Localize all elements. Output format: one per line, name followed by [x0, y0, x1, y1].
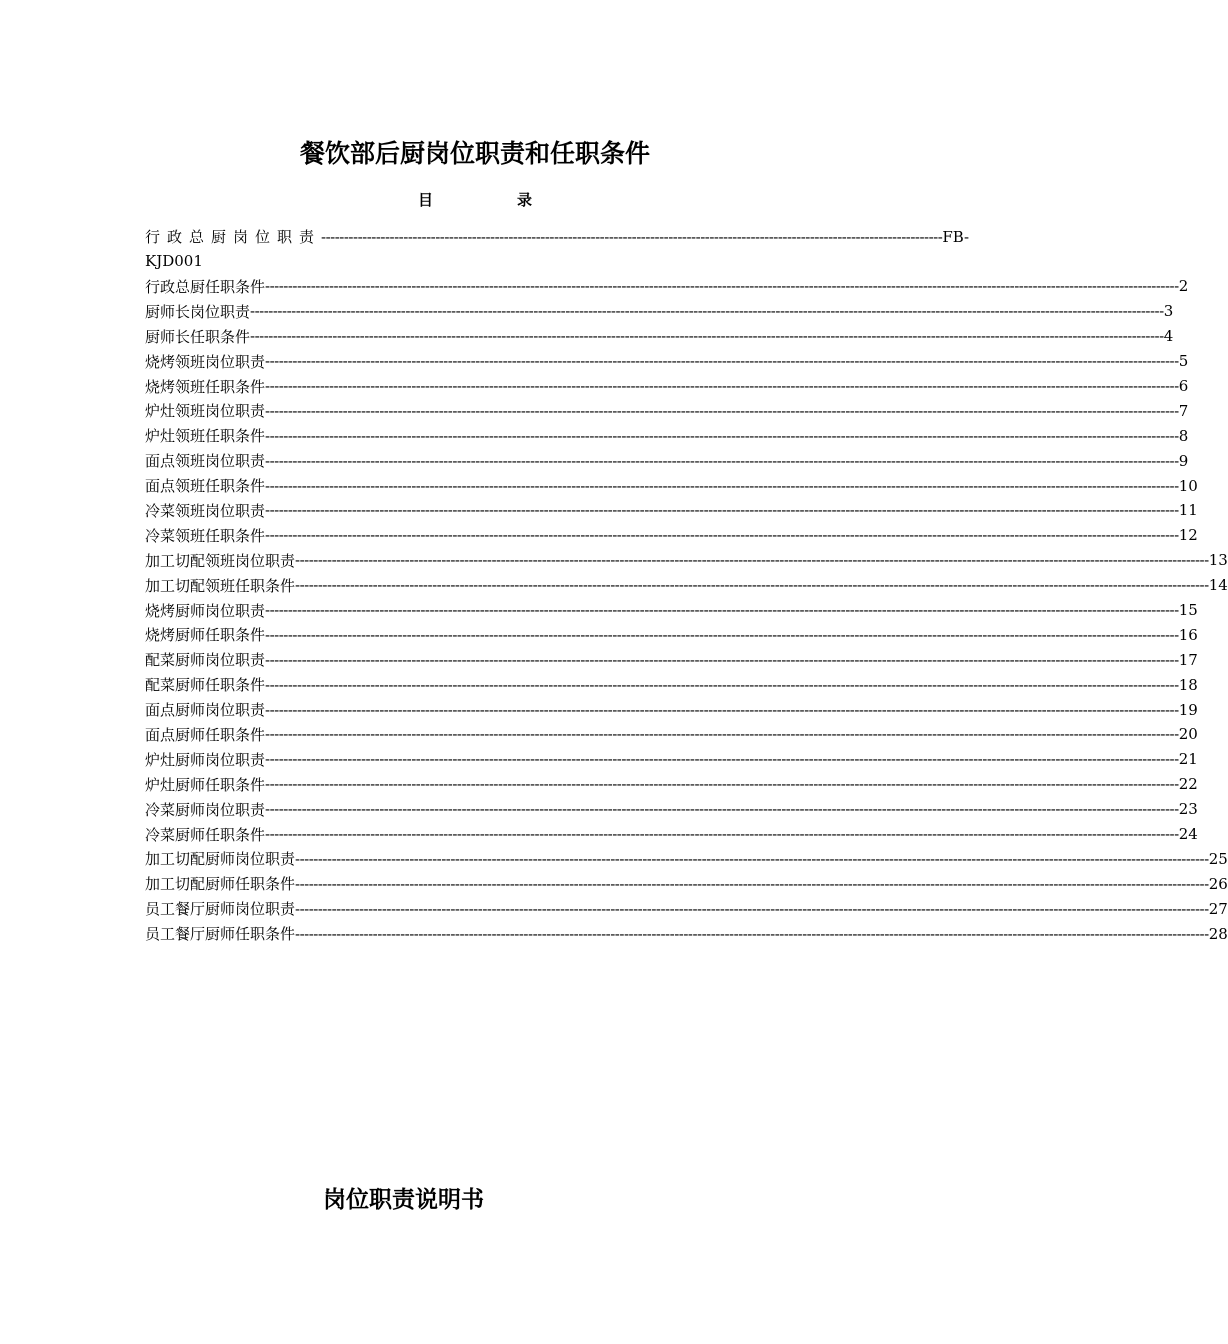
toc-entry-label: 厨师长任职条件: [145, 327, 251, 346]
toc-entry[interactable]: [145, 722, 1198, 747]
toc-entry-page: 9: [1178, 451, 1189, 470]
toc-entry[interactable]: [145, 598, 1198, 623]
toc-entry-page: 13: [1208, 551, 1228, 570]
toc-leader-dots: --------------------------------------------------------------------------------------------------------------------------------------------------------------------------------------------------------: [265, 352, 1179, 371]
toc-entry[interactable]: [145, 797, 1198, 822]
toc-heading-right: 录: [517, 191, 533, 209]
section-title: 岗位职责说明书: [323, 1187, 484, 1213]
toc-entry[interactable]: [145, 622, 1198, 647]
toc-entry-label: 面点领班任职条件: [145, 477, 266, 496]
toc-entry-label: 冷菜领班任职条件: [145, 526, 266, 545]
toc-entry[interactable]: [145, 921, 1228, 946]
toc-entry-label: 炉灶厨师岗位职责: [145, 750, 266, 769]
toc-entry-label: 冷菜领班岗位职责: [145, 501, 266, 520]
toc-entry-label: 配菜厨师任职条件: [145, 676, 266, 695]
toc-entry-page: 5: [1178, 352, 1189, 371]
table-of-contents: [145, 224, 1228, 946]
toc-entry[interactable]: [145, 374, 1189, 399]
toc-leader-dots: --------------------------------------------------------------------------------------------------------------------------------------------------------------------------------------------------------: [265, 476, 1179, 495]
toc-entry-page: 25: [1208, 849, 1228, 868]
toc-entry[interactable]: [145, 846, 1228, 871]
toc-entry-label: 员工餐厅厨师任职条件: [145, 925, 296, 944]
toc-heading: [0, 189, 950, 210]
toc-leader-dots: --------------------------------------------------------------------------------------------------------------------------------------------------------------------------------------------------------: [265, 825, 1179, 844]
toc-entry-label: 加工切配厨师岗位职责: [145, 850, 296, 869]
toc-entry-page: 28: [1208, 924, 1228, 943]
toc-entry-label: 员工餐厅厨师岗位职责: [145, 900, 296, 919]
toc-leader-dots: --------------------------------------------------------------------------------------------------------------------------------------------------------------------------------------------------------: [265, 800, 1179, 819]
toc-entry-page: 10: [1178, 476, 1198, 495]
toc-entry[interactable]: [145, 647, 1198, 672]
toc-heading-left: 目: [417, 191, 433, 209]
toc-entry-page: 26: [1208, 874, 1228, 893]
toc-entry[interactable]: [145, 398, 1189, 423]
toc-entry-page: 8: [1178, 426, 1189, 445]
toc-entry[interactable]: [145, 772, 1198, 797]
toc-entry[interactable]: [145, 672, 1198, 697]
toc-leader-dots: --------------------------------------------------------------------------------------------------------------------------------------------------------------------------------------------------------: [265, 700, 1179, 719]
toc-entry-page: FB-: [942, 227, 970, 246]
toc-entry-page-continued: KJD001: [145, 252, 203, 270]
toc-entry[interactable]: [145, 747, 1198, 772]
toc-entry-label: 炉灶厨师任职条件: [145, 775, 266, 794]
toc-entry[interactable]: [145, 423, 1189, 448]
toc-leader-dots: --------------------------------------------------------------------------------------------------------------------------------------------------------------------------------------------------------: [295, 924, 1209, 943]
document-title: 餐饮部后厨岗位职责和任职条件: [299, 139, 650, 168]
toc-leader-dots: --------------------------------------------------------------------------------------------------------------------------------------------------------------------------------------------------------: [250, 302, 1164, 321]
toc-entry-label: 烧烤厨师任职条件: [145, 626, 266, 645]
toc-entry-page: 18: [1178, 675, 1198, 694]
toc-leader-dots: --------------------------------------------------------------------------------------------------------------------------------------------------------------------------------------------------------: [265, 775, 1179, 794]
toc-entry[interactable]: [145, 896, 1228, 921]
toc-leader-dots: --------------------------------------------------------------------------------------------------------------------------------------------------------------------------------------------------------: [265, 750, 1179, 769]
toc-leader-dots: --------------------------------------------------------------------------------------------------------------------------------------------------------------------------------------------------------: [295, 576, 1209, 595]
toc-entry-label: 面点厨师任职条件: [145, 725, 266, 744]
toc-entry-page: 17: [1178, 650, 1198, 669]
toc-entry-label: 烧烤领班任职条件: [145, 377, 266, 396]
toc-entry[interactable]: [145, 299, 1174, 324]
toc-leader-dots: --------------------------------------------------------------------------------------------------------------------------------------------------------------------------------------------------------: [265, 277, 1179, 296]
toc-entry-page: 7: [1178, 401, 1189, 420]
toc-entry[interactable]: [145, 448, 1189, 473]
toc-entry-page: 24: [1178, 825, 1198, 844]
toc-entry-label: 烧烤领班岗位职责: [145, 352, 266, 371]
toc-entry-page: 14: [1208, 576, 1228, 595]
toc-leader-dots: --------------------------------------------------------------------------------------------------------------------------------------------------------------------------------------------------------: [265, 501, 1179, 520]
toc-leader-dots: --------------------------------------------------------------------------------------------------------------------------------------------------------------------------------------------------------: [265, 526, 1179, 545]
toc-leader-dots: --------------------------------------------------------------------------------------------------------------------------------------------------------------------------------------------------------: [265, 377, 1179, 395]
toc-entry-label: 炉灶领班岗位职责: [145, 402, 266, 421]
toc-entry[interactable]: [145, 274, 1189, 299]
toc-leader-dots: --------------------------------------------------------------------------------------------------------------------------------------------------------------------------------------------------------: [295, 551, 1209, 570]
toc-leader-dots: --------------------------------------------------------------------------------------------------------------------------------------------------------------------------------------------------------: [265, 625, 1179, 644]
toc-leader-dots: --------------------------------------------------------------------------------------------------------------------------------------------------------------------------------------------------------: [250, 327, 1164, 346]
toc-entry[interactable]: [145, 697, 1198, 722]
toc-entry[interactable]: [145, 573, 1228, 598]
toc-entry-label: 加工切配领班岗位职责: [145, 551, 296, 570]
toc-entry-label: 面点厨师岗位职责: [145, 701, 266, 720]
toc-leader-dots: --------------------------------------------------------------------------------------------------------------------------------------------------------------------------------------------------------: [295, 874, 1209, 893]
toc-leader-dots: --------------------------------------------------------------------------------------------------------------------------------------------------------------------------------------------------------: [265, 725, 1179, 744]
toc-entry-page: 19: [1178, 700, 1198, 719]
toc-leader-dots: --------------------------------------------------------------------------------------------------------------------------------------------------------------------------------------------------------: [265, 451, 1179, 470]
toc-entry-label: 配菜厨师岗位职责: [145, 651, 266, 670]
toc-entry[interactable]: [145, 473, 1198, 498]
toc-entry-page: 23: [1178, 800, 1198, 819]
toc-entry[interactable]: [145, 324, 1174, 349]
toc-entry-page: 16: [1178, 625, 1198, 644]
toc-entry[interactable]: [145, 224, 970, 274]
toc-entry-page: 27: [1208, 899, 1228, 918]
toc-entry-label: 行政总厨任职条件: [145, 277, 266, 296]
toc-entry-label: 行政总厨岗位职责: [145, 228, 322, 246]
toc-entry-label: 炉灶领班任职条件: [145, 427, 266, 446]
toc-entry-page: 20: [1178, 725, 1198, 744]
toc-entry[interactable]: [145, 822, 1198, 847]
toc-entry[interactable]: [145, 871, 1228, 896]
toc-entry-label: 烧烤厨师岗位职责: [145, 601, 266, 620]
toc-entry-label: 面点领班岗位职责: [145, 452, 266, 471]
toc-entry-page: 6: [1178, 377, 1189, 395]
toc-entry-label: 冷菜厨师岗位职责: [145, 800, 266, 819]
toc-leader-dots: --------------------------------------------------------------------------------------------------------------------------------------------------------------------------------------------------------: [265, 401, 1179, 420]
toc-entry-label: 厨师长岗位职责: [145, 302, 251, 321]
toc-leader-dots: ----------------------------------------------------------------------------------------------------------------------------------------: [321, 227, 943, 246]
toc-leader-dots: --------------------------------------------------------------------------------------------------------------------------------------------------------------------------------------------------------: [265, 650, 1179, 669]
toc-entry-page: 11: [1178, 501, 1198, 520]
toc-entry-page: 21: [1178, 750, 1198, 769]
toc-entry-page: 12: [1178, 526, 1198, 545]
toc-entry-page: 3: [1163, 302, 1174, 321]
toc-entry-label: 冷菜厨师任职条件: [145, 825, 266, 844]
toc-entry[interactable]: [145, 349, 1189, 374]
toc-leader-dots: --------------------------------------------------------------------------------------------------------------------------------------------------------------------------------------------------------: [295, 849, 1209, 868]
toc-leader-dots: --------------------------------------------------------------------------------------------------------------------------------------------------------------------------------------------------------: [295, 899, 1209, 918]
toc-leader-dots: --------------------------------------------------------------------------------------------------------------------------------------------------------------------------------------------------------: [265, 675, 1179, 694]
toc-entry[interactable]: [145, 498, 1198, 523]
toc-entry-page: 22: [1178, 775, 1198, 794]
toc-entry[interactable]: [145, 548, 1228, 573]
toc-entry[interactable]: [145, 523, 1198, 548]
toc-entry-page: 2: [1178, 277, 1189, 296]
toc-entry-page: 15: [1178, 601, 1198, 620]
toc-leader-dots: --------------------------------------------------------------------------------------------------------------------------------------------------------------------------------------------------------: [265, 601, 1179, 620]
toc-entry-label: 加工切配领班任职条件: [145, 576, 296, 595]
toc-entry-label: 加工切配厨师任职条件: [145, 875, 296, 894]
toc-entry-page: 4: [1163, 327, 1174, 346]
toc-leader-dots: --------------------------------------------------------------------------------------------------------------------------------------------------------------------------------------------------------: [265, 426, 1179, 445]
